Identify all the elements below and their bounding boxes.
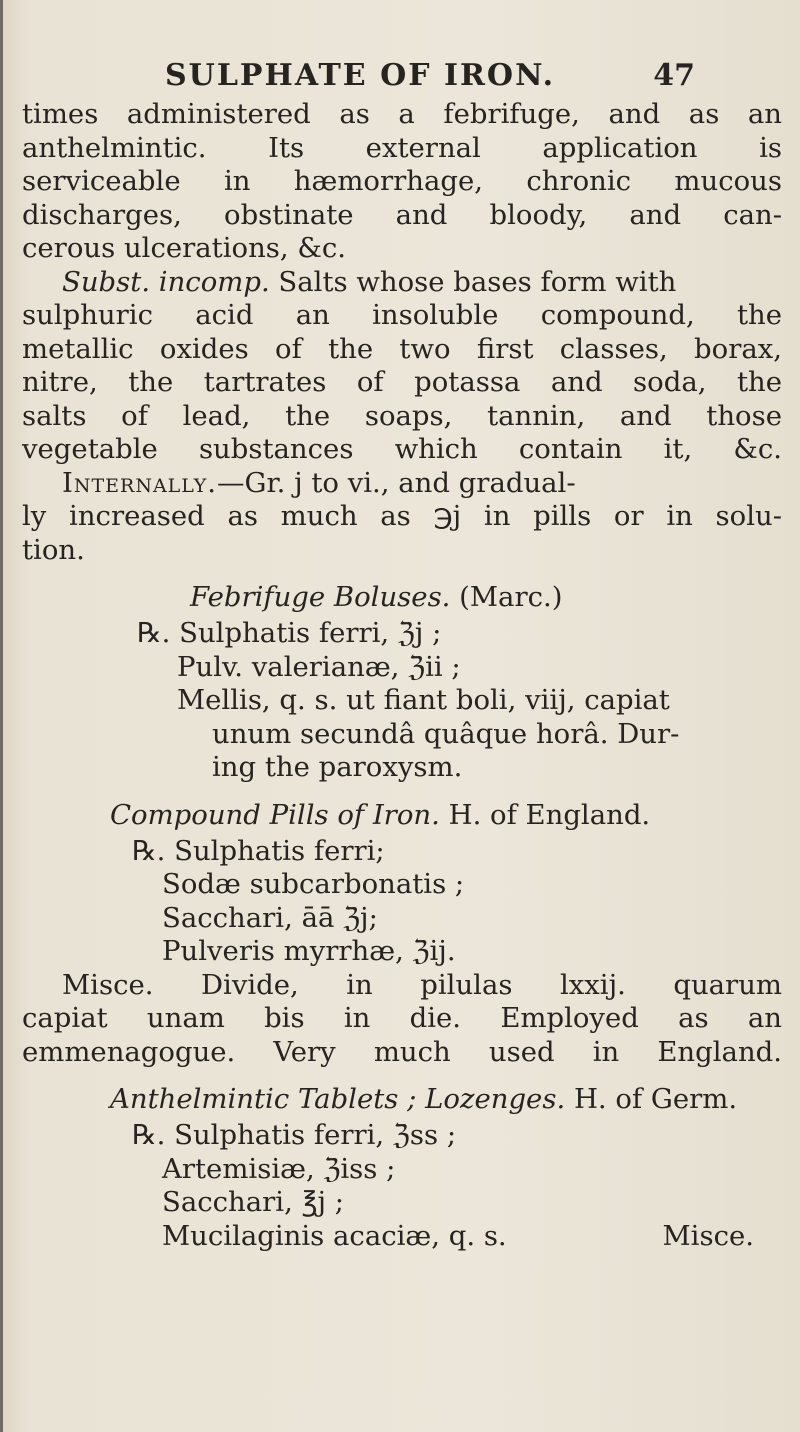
recipe-source: H. of Germ. [573, 1083, 738, 1115]
recipe-line: Pulv. valerianæ, ℨii ; [177, 650, 461, 683]
running-title: SULPHATE OF IRON. [165, 58, 556, 93]
recipe-heading [22, 1083, 782, 1119]
recipe-line [22, 1220, 782, 1254]
misce-label: Misce. [662, 1219, 754, 1252]
text-line: tion. [22, 533, 85, 566]
text-line: serviceable in hæmorrhage, chronic mucous [22, 165, 782, 197]
recipe-title: Anthelmintic Tablets ; Lozenges. [110, 1083, 566, 1115]
recipe-line: Sacchari, āā ℨj; [162, 901, 378, 934]
recipe-line: ℞. Sulphatis ferri, ℨss ; [132, 1119, 457, 1151]
recipe-line: Mellis, q. s. ut fiant boli, viij, capiat [177, 684, 670, 716]
recipe-line: Sodæ subcarbonatis ; [162, 868, 465, 900]
recipe-line: Pulveris myrrhæ, ℨij. [162, 935, 456, 967]
page-number: 47 [653, 58, 695, 93]
text-line [22, 266, 782, 300]
text-line [22, 467, 782, 501]
recipe-line: ing the paroxysm. [212, 751, 463, 783]
recipe-line: ℞. Sulphatis ferri; [132, 834, 385, 867]
text-line: metallic oxides of the two first classes, borax, [22, 332, 782, 365]
recipe-heading [22, 799, 782, 835]
recipe-source: (Marc.) [459, 581, 563, 613]
text-line: capiat unam bis in die. Employed as an [22, 1002, 782, 1034]
recipe-line: Sacchari, ℥j ; [162, 1186, 344, 1218]
recipe-title: Compound Pills of Iron. [110, 798, 440, 831]
recipe-line: Artemisiæ, ℨiss ; [162, 1152, 396, 1185]
page-body [22, 98, 782, 1253]
text-span: Mucilaginis acaciæ, q. s. [162, 1219, 507, 1252]
internally-label: Internally. [62, 466, 217, 499]
recipe-title: Febrifuge Boluses. [190, 581, 451, 613]
text-line: nitre, the tartrates of potassa and soda, the [22, 366, 782, 398]
text-line: Misce. Divide, in pilulas lxxij. quarum [62, 968, 782, 1001]
text-span: —Gr. j to vi., and gradual- [217, 466, 576, 499]
text-line: emmenagogue. Very much used in England. [22, 1035, 782, 1068]
incompatibles-label: Subst. incomp. [62, 265, 270, 298]
text-line: anthelmintic. Its external application is [22, 131, 782, 164]
recipe-heading [22, 581, 782, 617]
recipe-source: H. of England. [448, 798, 651, 831]
page-header [165, 58, 695, 98]
recipe-line: ℞. Sulphatis ferri, ℨj ; [137, 617, 442, 649]
text-line: salts of lead, the soaps, tannin, and those [22, 399, 782, 432]
text-line: cerous ulcerations, &c. [22, 232, 346, 264]
text-line: vegetable substances which contain it, &c. [22, 433, 782, 465]
text-line: times administered as a febrifuge, and as an [22, 98, 782, 130]
page-spine-edge [0, 0, 3, 1432]
text-line: sulphuric acid an insoluble compound, the [22, 299, 782, 331]
text-span: Salts whose bases form with [269, 265, 677, 298]
text-line: discharges, obstinate and bloody, and can- [22, 198, 782, 231]
recipe-line: unum secundâ quâque horâ. Dur- [212, 717, 680, 750]
text-line: ly increased as much as ℈j in pills or in solu- [22, 500, 782, 532]
